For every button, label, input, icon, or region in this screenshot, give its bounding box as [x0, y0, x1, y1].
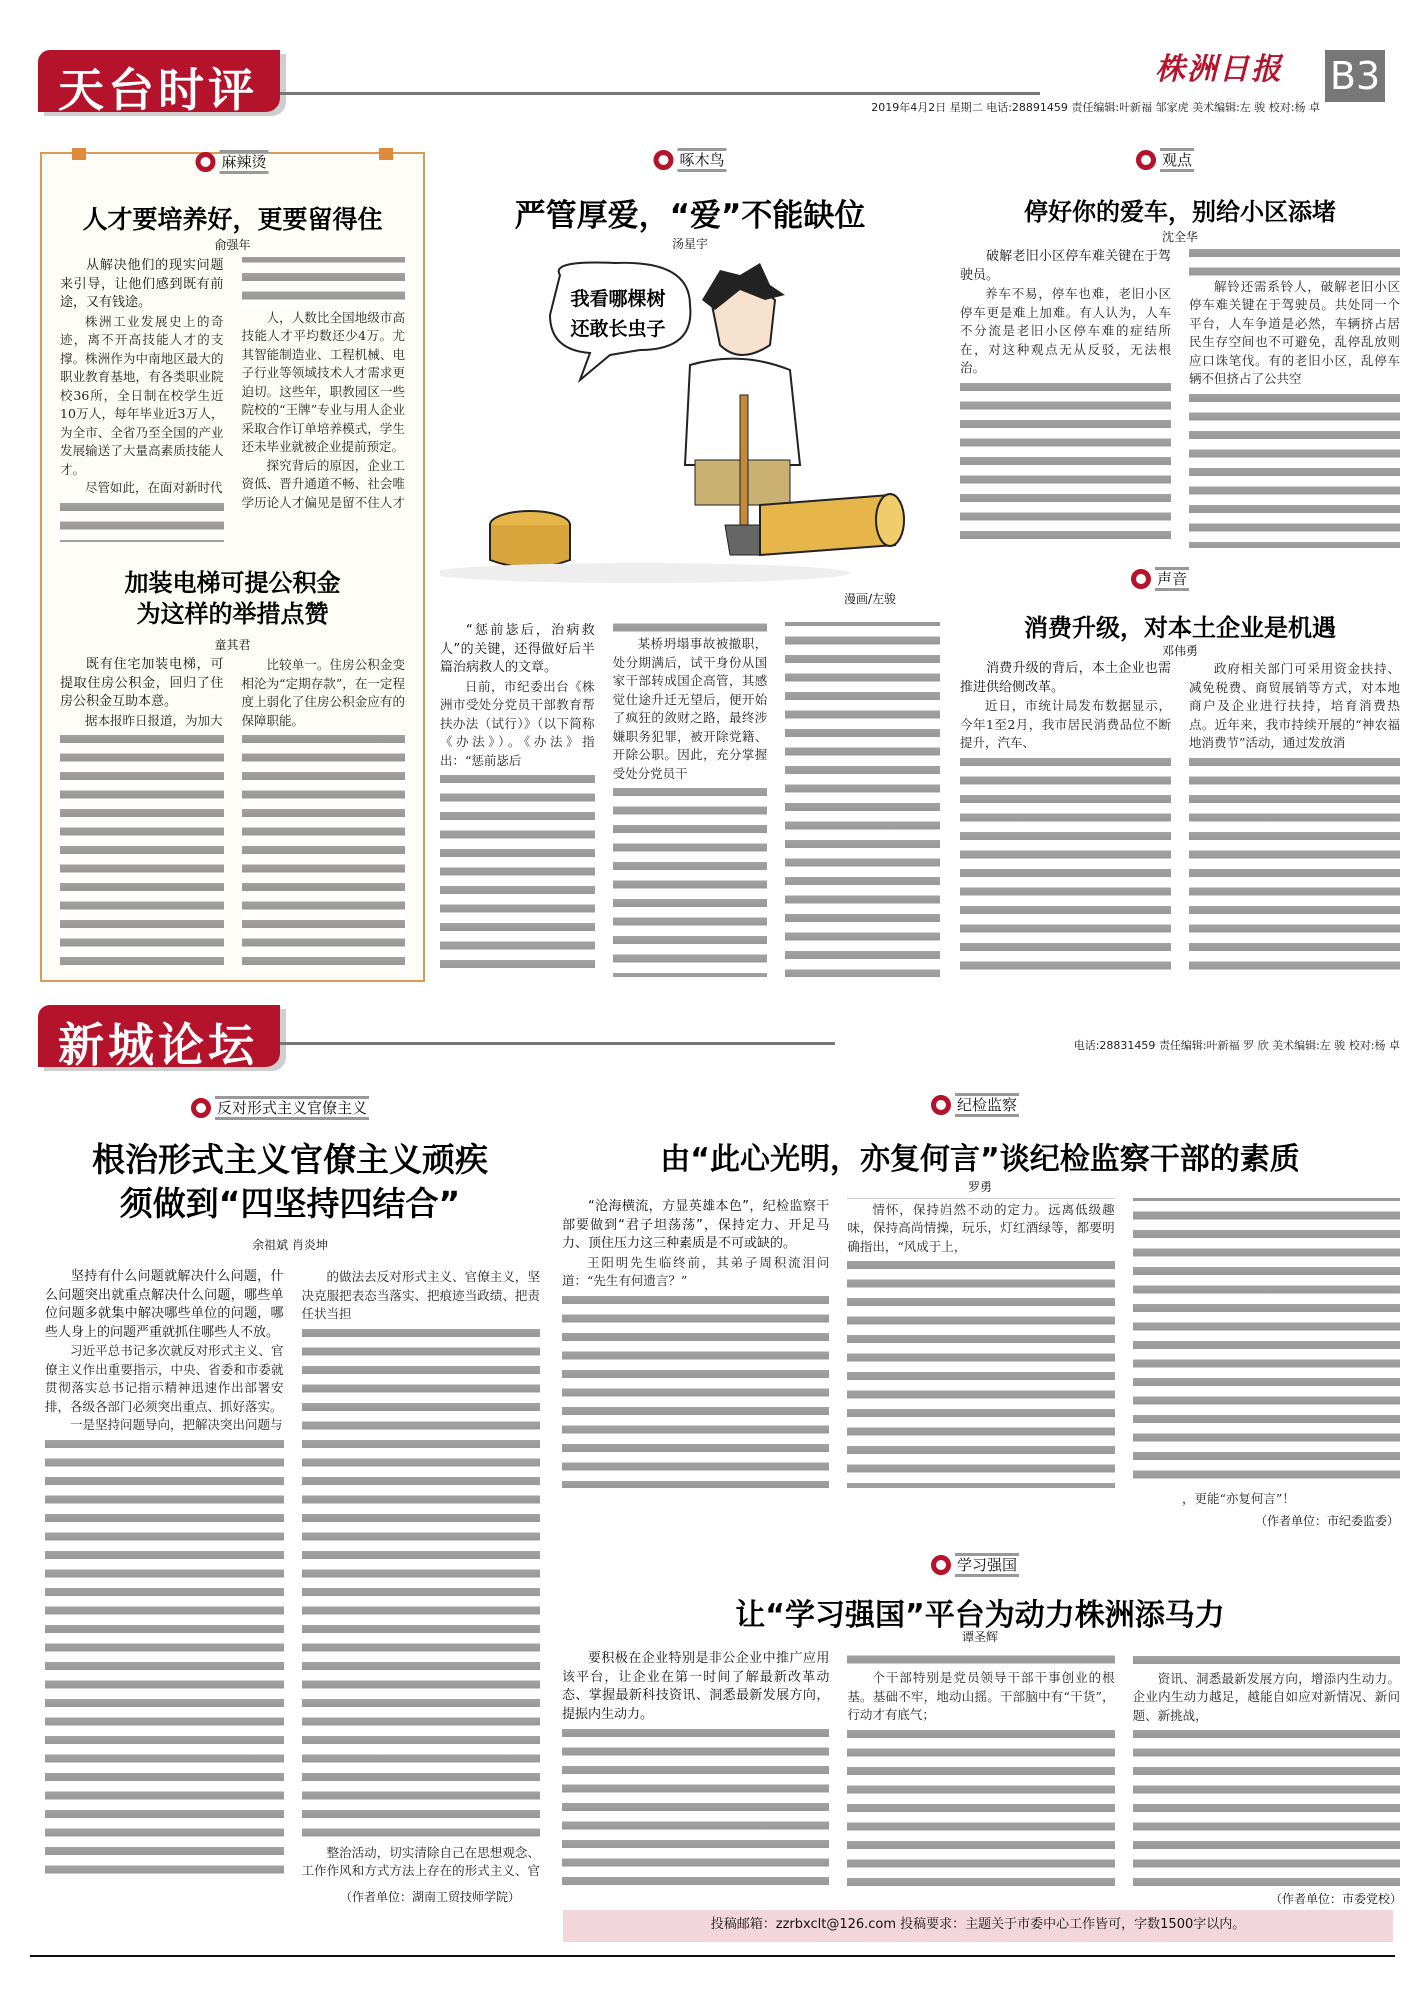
title-line: 为这样的举措点赞	[136, 600, 329, 628]
article-lead: 坚持有什么问题就解决什么问题，什么问题突出就重点解决什么问题，哪些单位问题多就集中解决哪些单位的问题，哪些人身上的问题严重就抓住哪些人不放。	[45, 1269, 284, 1340]
header-rule	[280, 1042, 835, 1045]
article-author: 沈全华	[1161, 230, 1198, 244]
paragraph: 解铃还需系铃人，破解老旧小区停车难关键在于驾驶员。共处同一个平台，人车争道是必然，车辆挤占居民生存空间也不可避免，乱停乱放则应口诛笔伐。有的老旧小区，乱停车辆不但挤占了公共空	[1189, 278, 1400, 386]
article-lead: “沧海横流，方显英雄本色”，纪检监察干部要做到“君子坦荡荡”，保持定力、开足马力、顶住压力这三种素质是不可或缺的。	[562, 1199, 830, 1251]
ring-icon	[1136, 150, 1156, 170]
article-lead: 既有住宅加装电梯，可提取住房公积金，回归了住房公积金互助本意。	[60, 657, 224, 709]
article-lead: 破解老旧小区停车难关键在于驾驶员。	[960, 249, 1171, 283]
paragraph: 比较单一。住房公积金变相沦为“定期存款”，在一定程度上弱化了住房公积金应有的保障职能。	[241, 657, 405, 728]
column-label	[931, 1553, 1019, 1577]
column-label-text: 麻辣烫	[219, 150, 268, 174]
paragraph: 的做法去反对形式主义、官僚主义，坚决克服把表态当落实、把痕迹当政绩、把责任状当担	[301, 1269, 540, 1321]
article-title: 消费升级，对本土企业是机遇	[1024, 614, 1336, 642]
footer-rule	[30, 1955, 1395, 1957]
paragraph: 株洲工业发展史上的奇迹，离不开高技能人才的支撑。株洲作为中南地区最大的职业教育基地，有各类职业院校36所，全日制在校学生近10万人，每年毕业近3万人，为全市、全省乃至全国的产业发展输送了大量高素质技能人才。	[60, 313, 224, 477]
column-label-text: 纪检监察	[955, 1093, 1019, 1117]
article-author: 童其君	[214, 638, 251, 652]
column-label-text: 观点	[1160, 148, 1194, 172]
ring-icon	[191, 1098, 211, 1118]
text-lines	[60, 730, 224, 970]
paragraph: 据本报昨日报道，为加大	[85, 712, 223, 728]
author-affiliation: （作者单位：市纪委监委）	[1255, 1514, 1400, 1528]
article-title: 由“此心光明，亦复何言”谈纪检监察干部的素质	[660, 1142, 1300, 1177]
column-label-text: 反对形式主义官僚主义	[215, 1096, 369, 1120]
article-title	[50, 568, 415, 630]
column-label	[195, 150, 268, 174]
article-author: 邓伟勇	[1161, 644, 1198, 658]
edition-info: 电话:28831459 责任编辑:叶新福 罗 欣 美术编辑:左 骏 校对:杨 卓	[1073, 1039, 1400, 1052]
article-lead: “惩前毖后，治病救人”的关键，还得做好后半篇治病救人的文章。	[440, 623, 595, 675]
ring-icon	[1131, 569, 1151, 589]
column-label	[1131, 567, 1189, 591]
article-title: 人才要培养好，更要留得住	[82, 205, 383, 234]
paragraph: 习近平总书记多次就反对形式主义、官僚主义作出重要指示，中央、省委和市委就贯彻落实总书记指示精神迅速作出部署安排，各级各部门必须突出重点、抓好落实。	[45, 1343, 284, 1414]
article-lead: 要积极在企业特别是非公企业中推广应用该平台，让企业在第一时间了解最新改革动态、掌握最新科技资讯、洞悉最新发展方向，提振内生动力。	[562, 1651, 830, 1722]
paragraph: 探究背后的原因，企业工资低、晋升通道不畅、社会唯学历论人才偏见是留不住人才	[241, 457, 405, 510]
article-lead: 消费升级的背后，本土企业也需推进供给侧改革。	[960, 661, 1171, 695]
article-body	[562, 1650, 1400, 1890]
article-title: 严管厚爱，“爱”不能缺位	[514, 198, 866, 234]
article-body	[960, 660, 1400, 980]
article-body	[45, 1268, 540, 1888]
column-label	[191, 1096, 369, 1120]
title-line: 须做到“四坚持四结合”	[119, 1184, 461, 1223]
paragraph: 王阳明先生临终前，其弟子周积流泪问道：“先生有何遗言？”	[562, 1254, 830, 1288]
paragraph: 某桥坍塌事故被撤职，处分期满后，试干身份从国家干部转成国企高管，其感觉仕途升迁无望后，便开始了疯狂的敛财之路，最终涉嫌职务犯罪，被开除党籍、开除公职。因此，充分掌握受处分党员干	[612, 636, 768, 781]
article-author: 谭圣辉	[961, 1630, 998, 1644]
column-label-text: 啄木鸟	[677, 148, 726, 172]
article-body	[60, 656, 405, 971]
paragraph-end: ，更能“亦复何言”！	[1182, 1491, 1295, 1506]
paragraph: 养车不易，停车也难，老旧小区停车更是难上加难。有人认为，人车不分流是老旧小区停车难的症结所在，对这种观点无从反驳，无法根治。	[960, 286, 1171, 375]
article-title: 让“学习强国”平台为动力株洲添马力	[735, 1598, 1225, 1633]
article-author: 俞强年	[214, 238, 251, 252]
column-label	[653, 148, 726, 172]
paragraph: 日前，市纪委出台《株洲市受处分党员干部教育帮扶办法（试行）》（以下简称《办法》）。《办法》指出：“惩前毖后	[440, 678, 595, 768]
article-body	[960, 248, 1400, 548]
submission-info-bar: 投稿邮箱：zzrbxclt@126.com 投稿要求：主题关于市委中心工作皆可，字数1500字以内。	[563, 1910, 1393, 1942]
column-label	[931, 1093, 1019, 1117]
title-line: 根治形式主义官僚主义顽疾	[92, 1140, 488, 1179]
author-affiliation: （作者单位：市委党校）	[1270, 1892, 1403, 1906]
ring-icon	[195, 152, 215, 172]
paragraph: 个干部特别是党员领导干部干事创业的根基。基础不牢，地动山摇。干部脑中有“干货”，行动才有底气；	[847, 1670, 1115, 1722]
ring-icon	[931, 1095, 951, 1115]
cartoon-credit: 漫画/左骏	[843, 592, 897, 606]
author-affiliation: （作者单位：湖南工贸技师学院）	[340, 1890, 521, 1904]
paragraph: 尽管如此，在面对新时代	[85, 480, 223, 495]
bubble-text: 我看哪棵树	[570, 288, 666, 310]
article-title	[30, 1138, 550, 1226]
cartoon-illustration	[440, 255, 940, 590]
section-tab-tiantai: 天台时评	[38, 50, 280, 112]
column-label-text: 学习强国	[955, 1553, 1019, 1577]
section-tab-xincheng: 新城论坛	[38, 1005, 280, 1067]
article-lead: 从解决他们的现实问题来引导，让他们感到既有前途，又有钱途。	[60, 258, 224, 310]
article-body	[440, 622, 940, 977]
article-author: 罗勇	[967, 1180, 992, 1194]
ring-icon	[931, 1555, 951, 1575]
newspaper-logo: 株洲日报	[1155, 52, 1283, 87]
title-line: 加装电梯可提公积金	[124, 569, 341, 597]
column-label	[1136, 148, 1194, 172]
ring-icon	[653, 150, 673, 170]
article-author: 汤星宇	[671, 237, 708, 251]
article-title: 停好你的爱车，别给小区添堵	[1024, 198, 1336, 226]
paragraph: 情怀，保持岿然不动的定力。远离低级趣味，保持高尚情操，玩乐，灯红酒绿等，都要明确指出，“风成于上，	[847, 1201, 1115, 1254]
text-lines	[45, 1435, 284, 1875]
text-lines	[960, 753, 1171, 978]
article-body	[562, 1198, 1400, 1488]
paragraph: 一是坚持问题导向，把解决突出问题与	[70, 1417, 283, 1432]
header-rule	[280, 92, 1040, 95]
paragraph: 近日，市统计局发布数据显示，今年1至2月，我市居民消费品位不断提升，汽车、	[960, 698, 1171, 750]
article-body	[60, 257, 405, 542]
page-number: B3	[1325, 50, 1385, 102]
paragraph: 政府相关部门可采用资金扶持、减免税费、商贸展销等方式，对本地商户及企业进行扶持，培育消费热点。近年来，我市持续开展的“神农福地消费节”活动，通过发放消	[1189, 661, 1400, 750]
article-author: 余祖斌 肖炎坤	[252, 1238, 328, 1252]
paragraph: 资讯、洞悉最新发展方向，增添内生动力。企业内生动力越足，越能自如应对新情况、新问题、新挑战，	[1132, 1670, 1400, 1723]
paragraph: 人，人数比全国地级市高技能人才平均数还少4万。尤其智能制造业、工程机械、电子行业等领域技术人才需求更迫切。这些年，职教园区一些院校的“王牌”专业与用人企业采取合作订单培养模式，学生还未毕业就被企业提前预定。	[241, 309, 405, 454]
edition-info: 2019年4月2日 星期二 电话:28891459 责任编辑:叶新福 邹家虎 美术编辑:左 骏 校对:杨 卓	[871, 101, 1320, 114]
bubble-text: 还敢长虫子	[570, 318, 666, 340]
text-lines	[302, 1324, 541, 1844]
column-label-text: 声音	[1155, 567, 1189, 591]
tree-stump-logs	[440, 494, 904, 583]
paragraph: 整治活动，切实清除自己在思想观念、工作作风和方式方法上存在的形式主义、官	[301, 1844, 540, 1878]
